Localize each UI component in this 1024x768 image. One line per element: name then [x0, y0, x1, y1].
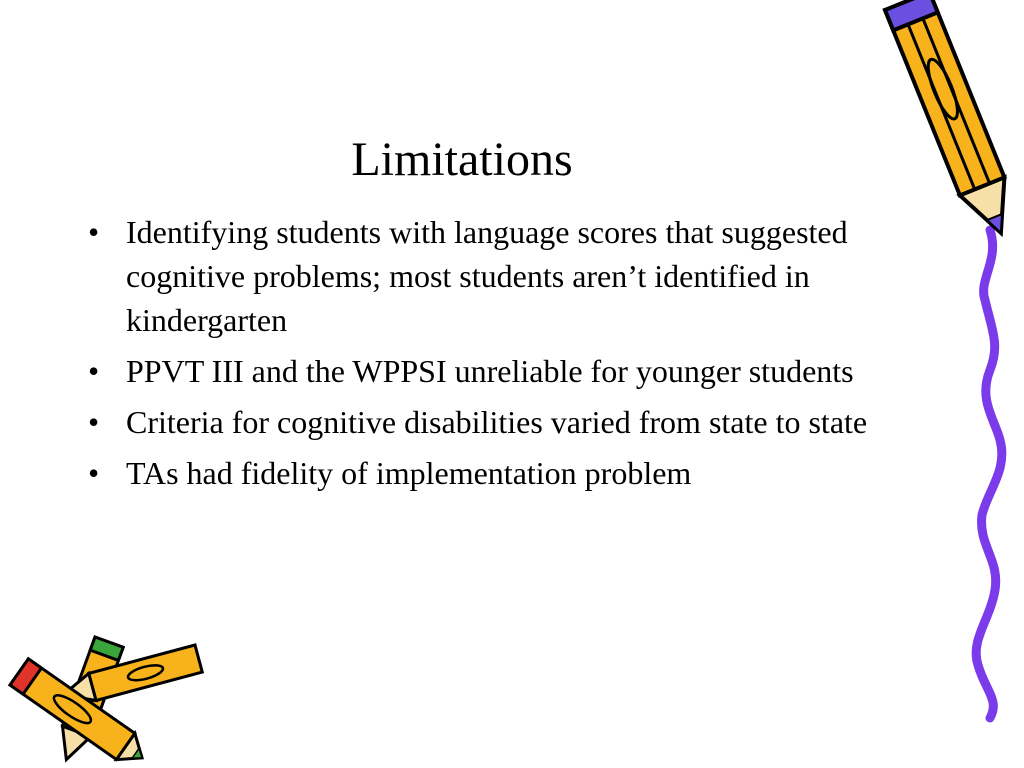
bullet-text: PPVT III and the WPPSI unreliable for younger students	[126, 353, 854, 389]
pencil-icon	[52, 637, 123, 765]
bullet-list	[84, 210, 944, 502]
bullet-text: Identifying students with language scores that suggested cognitive problems; most students aren’t identified in kindergarten	[126, 214, 848, 338]
pencil-icon	[885, 0, 1023, 242]
crossed-pencils-decoration	[0, 615, 215, 765]
bullet-item	[84, 349, 944, 393]
bullet-icon: •	[88, 455, 100, 491]
bullet-item	[84, 400, 944, 444]
bullet-text: Criteria for cognitive disabilities varied from state to state	[126, 404, 868, 440]
bullet-icon: •	[88, 404, 100, 440]
bullet-item	[84, 210, 944, 342]
slide-title: Limitations	[351, 133, 573, 186]
bullet-icon: •	[88, 353, 100, 389]
pencil-icon	[60, 645, 202, 708]
pencil-icon	[10, 659, 151, 765]
squiggle-line-icon	[976, 230, 1002, 718]
bullet-icon: •	[88, 214, 100, 250]
bullet-item	[84, 451, 944, 495]
bullet-text: TAs had fidelity of implementation problem	[126, 455, 692, 491]
